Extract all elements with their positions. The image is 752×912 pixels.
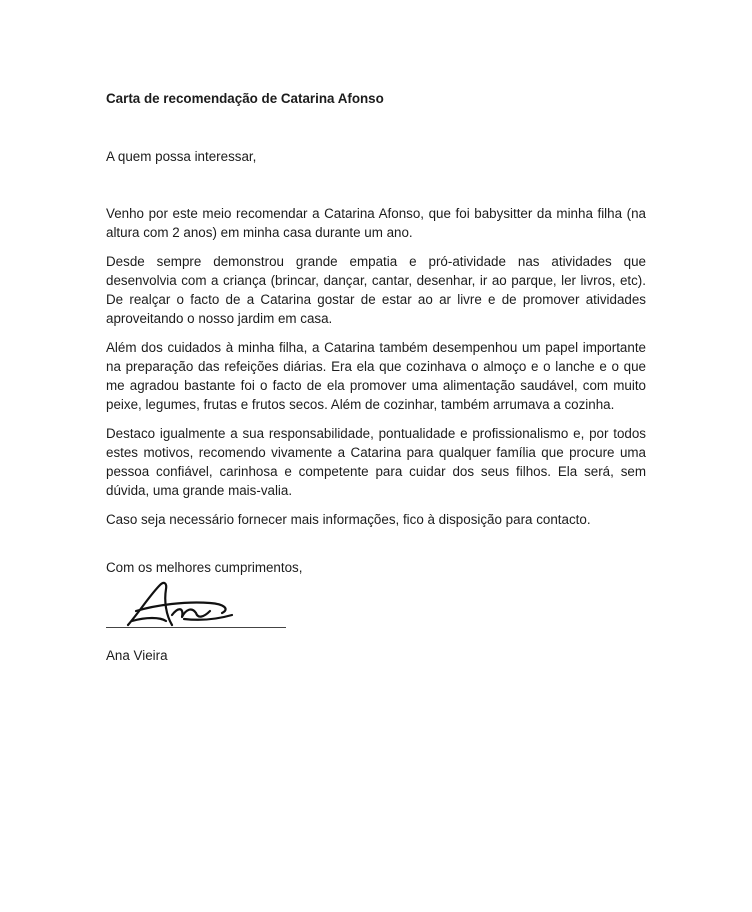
signature-line <box>106 627 286 628</box>
paragraph-intro: Venho por este meio recomendar a Catarina Afonso, que foi babysitter da minha filha (na altura com 2 anos) em minha casa durante um ano. <box>106 206 646 240</box>
paragraph-empathy: Desde sempre demonstrou grande empatia e pró-atividade nas atividades que desenvolvia com a criança (brincar, dançar, cantar, desenhar, ir ao parque, ler livros, etc). De realçar o facto de a Catarina gostar de estar ao ar livre e de promover atividades aproveitando o nosso jardim em casa. <box>106 254 646 326</box>
handwritten-signature <box>106 581 296 631</box>
paragraph-meals: Além dos cuidados à minha filha, a Catarina também desempenhou um papel importante na preparação das refeições diárias. Era ela que cozinhava o almoço e o lanche e o que me agradou bastante foi o facto de ela promover uma alimentação saudável, com muito peixe, legumes, frutas e frutos secos. Além de cozinhar, também arrumava a cozinha. <box>106 340 646 412</box>
paragraph-contact: Caso seja necessário fornecer mais informações, fico à disposição para contacto. <box>106 512 591 527</box>
letter-title: Carta de recomendação de Catarina Afonso <box>106 91 384 106</box>
letter-greeting: A quem possa interessar, <box>106 149 257 164</box>
signer-name: Ana Vieira <box>106 648 168 663</box>
letter-closing: Com os melhores cumprimentos, <box>106 560 303 575</box>
letter-content <box>106 89 646 663</box>
letter-body <box>106 204 646 539</box>
paragraph-recommendation: Destaco igualmente a sua responsabilidade, pontualidade e profissionalismo e, por todos estes motivos, recomendo vivamente a Catarina para qualquer família que procure uma pessoa confiável, carinhosa e competente para cuidar dos seus filhos. Ela será, sem dúvida, uma grande mais-valia. <box>106 426 646 498</box>
